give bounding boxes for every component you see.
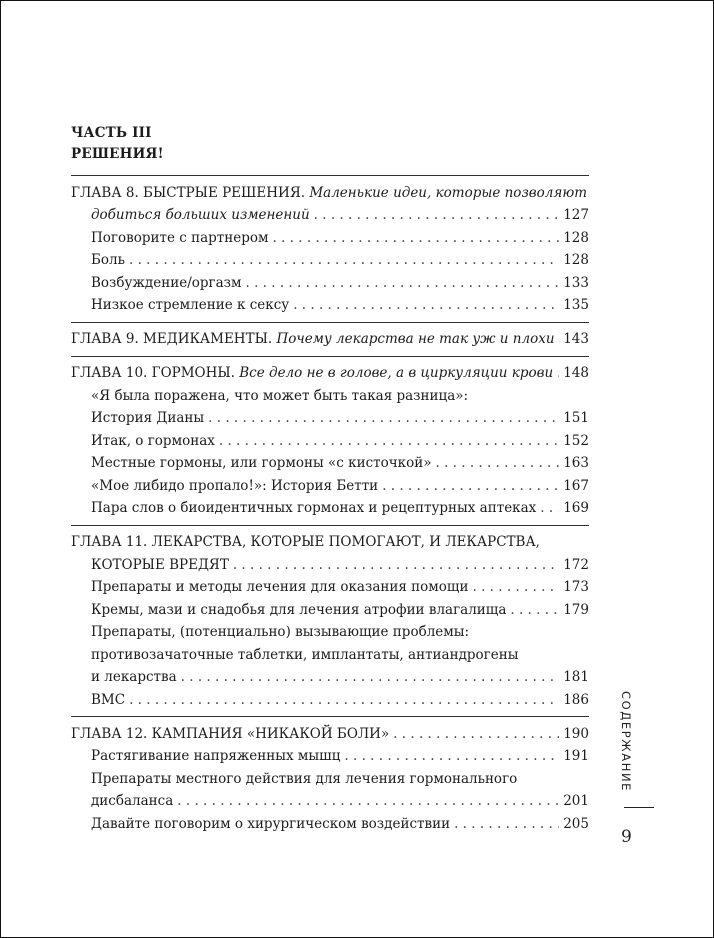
page-number: 148 <box>563 365 589 381</box>
running-head-rule <box>624 807 654 808</box>
toc-row: ГЛАВА 9. МЕДИКАМЕНТЫ. Почему лекарства не так уж и плохи . . . 143 <box>71 329 589 349</box>
toc-row: добиться больших изменений . . . 127 <box>71 205 589 225</box>
part-label: ЧАСТЬ III <box>71 125 152 141</box>
page-number: 179 <box>563 601 589 618</box>
toc-row: Возбуждение/оргазм . . . 133 <box>71 273 589 293</box>
toc-row: Пара слов о биоидентичных гормонах и рецептурных аптеках . . . 169 <box>71 498 589 518</box>
chapter-12 <box>71 716 589 840</box>
page-number: 135 <box>563 297 589 313</box>
page-folio: 9 <box>621 827 632 847</box>
chapter-10 <box>71 356 589 525</box>
toc-row: Итак, о гормонах . . . 152 <box>71 431 589 451</box>
toc-row: ВМС . . . 186 <box>71 690 589 710</box>
page-number: 167 <box>563 477 589 494</box>
part-title: РЕШЕНИЯ! <box>71 146 164 162</box>
toc-row-line: противозачаточные таблетки, имплантаты, антиандрогены <box>91 646 519 663</box>
toc-row: Боль . . . 128 <box>71 250 589 270</box>
page-number: 128 <box>563 252 589 268</box>
toc-row: дисбаланса . . . 201 <box>71 791 589 811</box>
toc-row: Растягивание напряженных мышц . . . 191 <box>71 746 589 766</box>
chapter-heading-line: ГЛАВА 11. ЛЕКАРСТВА, КОТОРЫЕ ПОМОГАЮТ, И ЛЕКАРСТВА, <box>71 534 540 550</box>
page-number: 173 <box>563 579 589 595</box>
running-head <box>617 691 639 791</box>
toc-row: КОТОРЫЕ ВРЕДЯТ . . . 172 <box>71 555 589 575</box>
table-of-contents <box>71 123 589 840</box>
page-number: 127 <box>563 207 589 223</box>
page-number: 172 <box>563 556 589 573</box>
toc-row-line: Препараты, (потенциально) вызывающие проблемы: <box>91 624 470 640</box>
toc-row-line: «Я была поражена, что может быть такая разница»: <box>91 387 469 404</box>
page-number: 151 <box>563 410 589 426</box>
toc-row: ГЛАВА 10. ГОРМОНЫ. Все дело не в голове, а в циркуляции крови . . . 148 <box>71 363 589 383</box>
page-number: 133 <box>563 274 589 291</box>
toc-row: Низкое стремление к сексу . . . 135 <box>71 295 589 315</box>
chapter-9 <box>71 322 589 356</box>
toc-row: Кремы, мази и снадобья для лечения атрофии влагалища . . . 179 <box>71 600 589 620</box>
toc-row: ГЛАВА 12. КАМПАНИЯ «НИКАКОЙ БОЛИ» . . . 190 <box>71 724 589 744</box>
page-number: 143 <box>563 331 589 347</box>
toc-row: Давайте поговорим о хирургическом воздействии . . . 205 <box>71 814 589 834</box>
page-number: 191 <box>563 748 589 764</box>
page-number: 181 <box>563 669 589 685</box>
chapter-heading-line: ГЛАВА 8. БЫСТРЫЕ РЕШЕНИЯ. Маленькие идеи, которые позволяют <box>71 184 588 201</box>
toc-row: «Мое либидо пропало!»: История Бетти . . . 167 <box>71 476 589 496</box>
toc-row: Местные гормоны, или гормоны «с кисточкой» . . . 163 <box>71 453 589 473</box>
page-number: 205 <box>563 815 589 832</box>
page-number: 190 <box>563 725 589 742</box>
chapter-8 <box>71 175 589 322</box>
page-number: 201 <box>563 793 589 809</box>
toc-row: и лекарства . . . 181 <box>71 667 589 687</box>
toc-row: Поговорите с партнером . . . 128 <box>71 228 589 248</box>
page-number: 152 <box>563 432 589 449</box>
page-number: 163 <box>563 455 589 471</box>
toc-row: Препараты и методы лечения для оказания помощи . . . 173 <box>71 577 589 597</box>
page-number: 169 <box>563 500 589 516</box>
toc-row-line: Препараты местного действия для лечения гормонального <box>91 770 518 787</box>
page-number: 186 <box>563 691 589 708</box>
page-number: 128 <box>563 229 589 246</box>
toc-row: История Дианы . . . 151 <box>71 408 589 428</box>
chapter-11 <box>71 525 589 717</box>
running-head-text: СОДЕРЖАНИЕ <box>619 691 633 793</box>
